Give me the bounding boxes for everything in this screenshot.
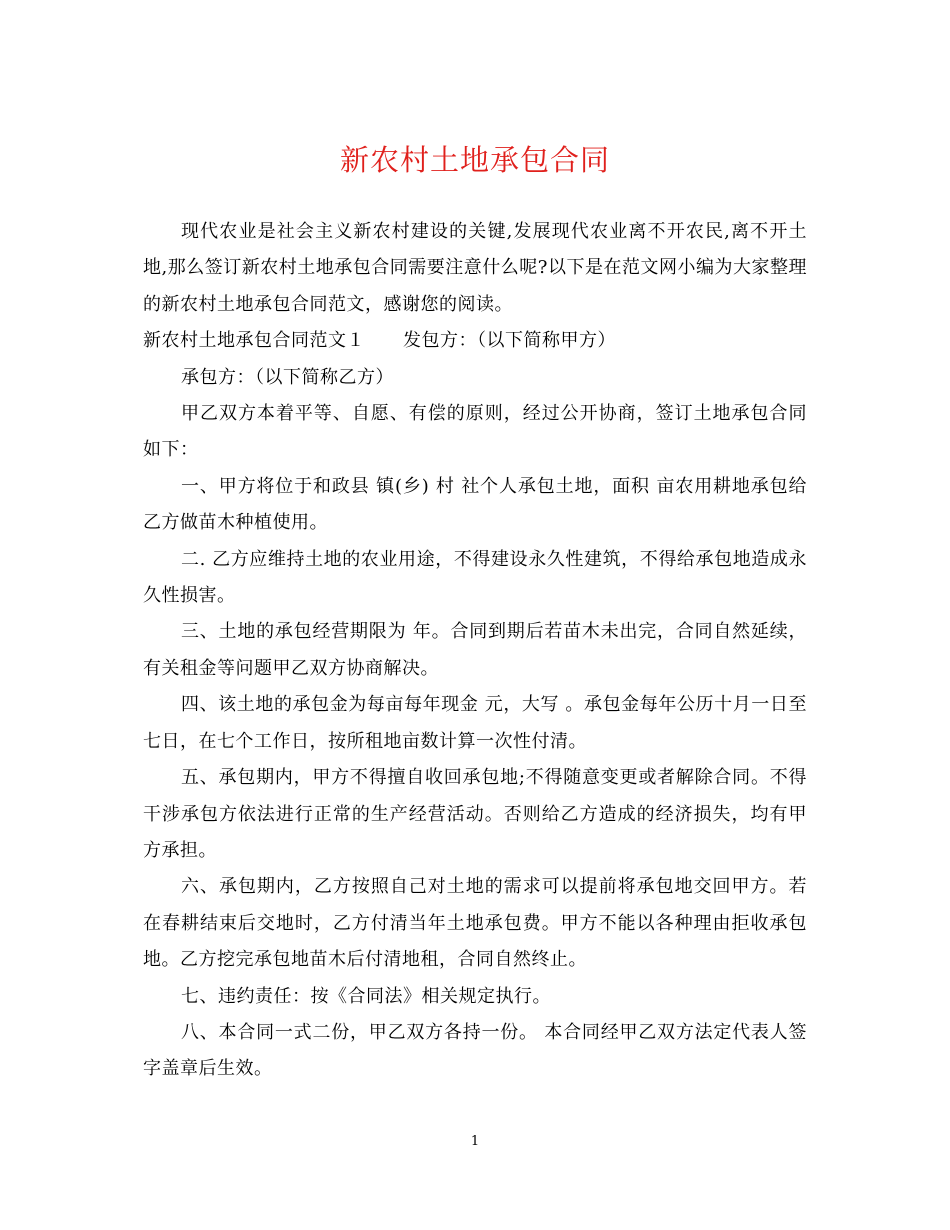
clause-paragraph: 六、承包期内，乙方按照自己对土地的需求可以提前将承包地交回甲方。若在春耕结束后交地时，乙方付清当年土地承包费。甲方不能以各种理由拒收承包地。乙方挖完承包地苗木后付清地租，合同自然终止。: [143, 876, 807, 971]
clause-paragraph: 三、土地的承包经营期限为 年。合同到期后若苗木未出完，合同自然延续，有关租金等问题甲乙双方协商解决。: [143, 621, 807, 679]
document-title: 新农村土地承包合同: [339, 143, 610, 177]
clause-paragraph: 八、本合同一式二份，甲乙双方各持一份。 本合同经甲乙双方法定代表人签字盖章后生效。: [143, 1021, 807, 1080]
party-a-line: 发包方：（以下简称甲方）: [403, 330, 616, 352]
clause-paragraph: 七、违约责任：按《合同法》相关规定执行。: [181, 985, 551, 1007]
clause-paragraph: 五、承包期内，甲方不得擅自收回承包地;不得随意变更或者解除合同。不得干涉承包方依法进行正常的生产经营活动。否则给乙方造成的经济损失，均有甲方承担。: [143, 767, 807, 861]
preamble-paragraph: 甲乙双方本着平等、自愿、有偿的原则，经过公开协商，签订土地承包合同如下：: [143, 403, 807, 461]
clause-paragraph: 二. 乙方应维持土地的农业用途，不得建设永久性建筑，不得给承包地造成永久性损害。: [143, 548, 807, 607]
sample-heading: 新农村土地承包合同范文１: [143, 330, 365, 352]
page-number: 1: [470, 1134, 480, 1149]
clause-paragraph: 一、甲方将位于和政县 镇(乡) 村 社个人承包土地，面积 亩农用耕地承包给乙方做苗木种植使用。: [143, 475, 807, 534]
intro-paragraph: 现代农业是社会主义新农村建设的关键,发展现代农业离不开农民,离不开土地,那么签订新农村土地承包合同需要注意什么呢?以下是在范文网小编为大家整理的新农村土地承包合同范文，感谢您的阅读。: [143, 221, 807, 315]
party-b-line: 承包方：（以下简称乙方）: [181, 366, 394, 388]
document-body: [143, 214, 807, 1088]
clause-paragraph: 四、该土地的承包金为每亩每年现金 元，大写 。承包金每年公历十月一日至七日，在七个工作日，按所租地亩数计算一次性付清。: [143, 694, 807, 752]
sample-heading-line: [143, 323, 807, 359]
